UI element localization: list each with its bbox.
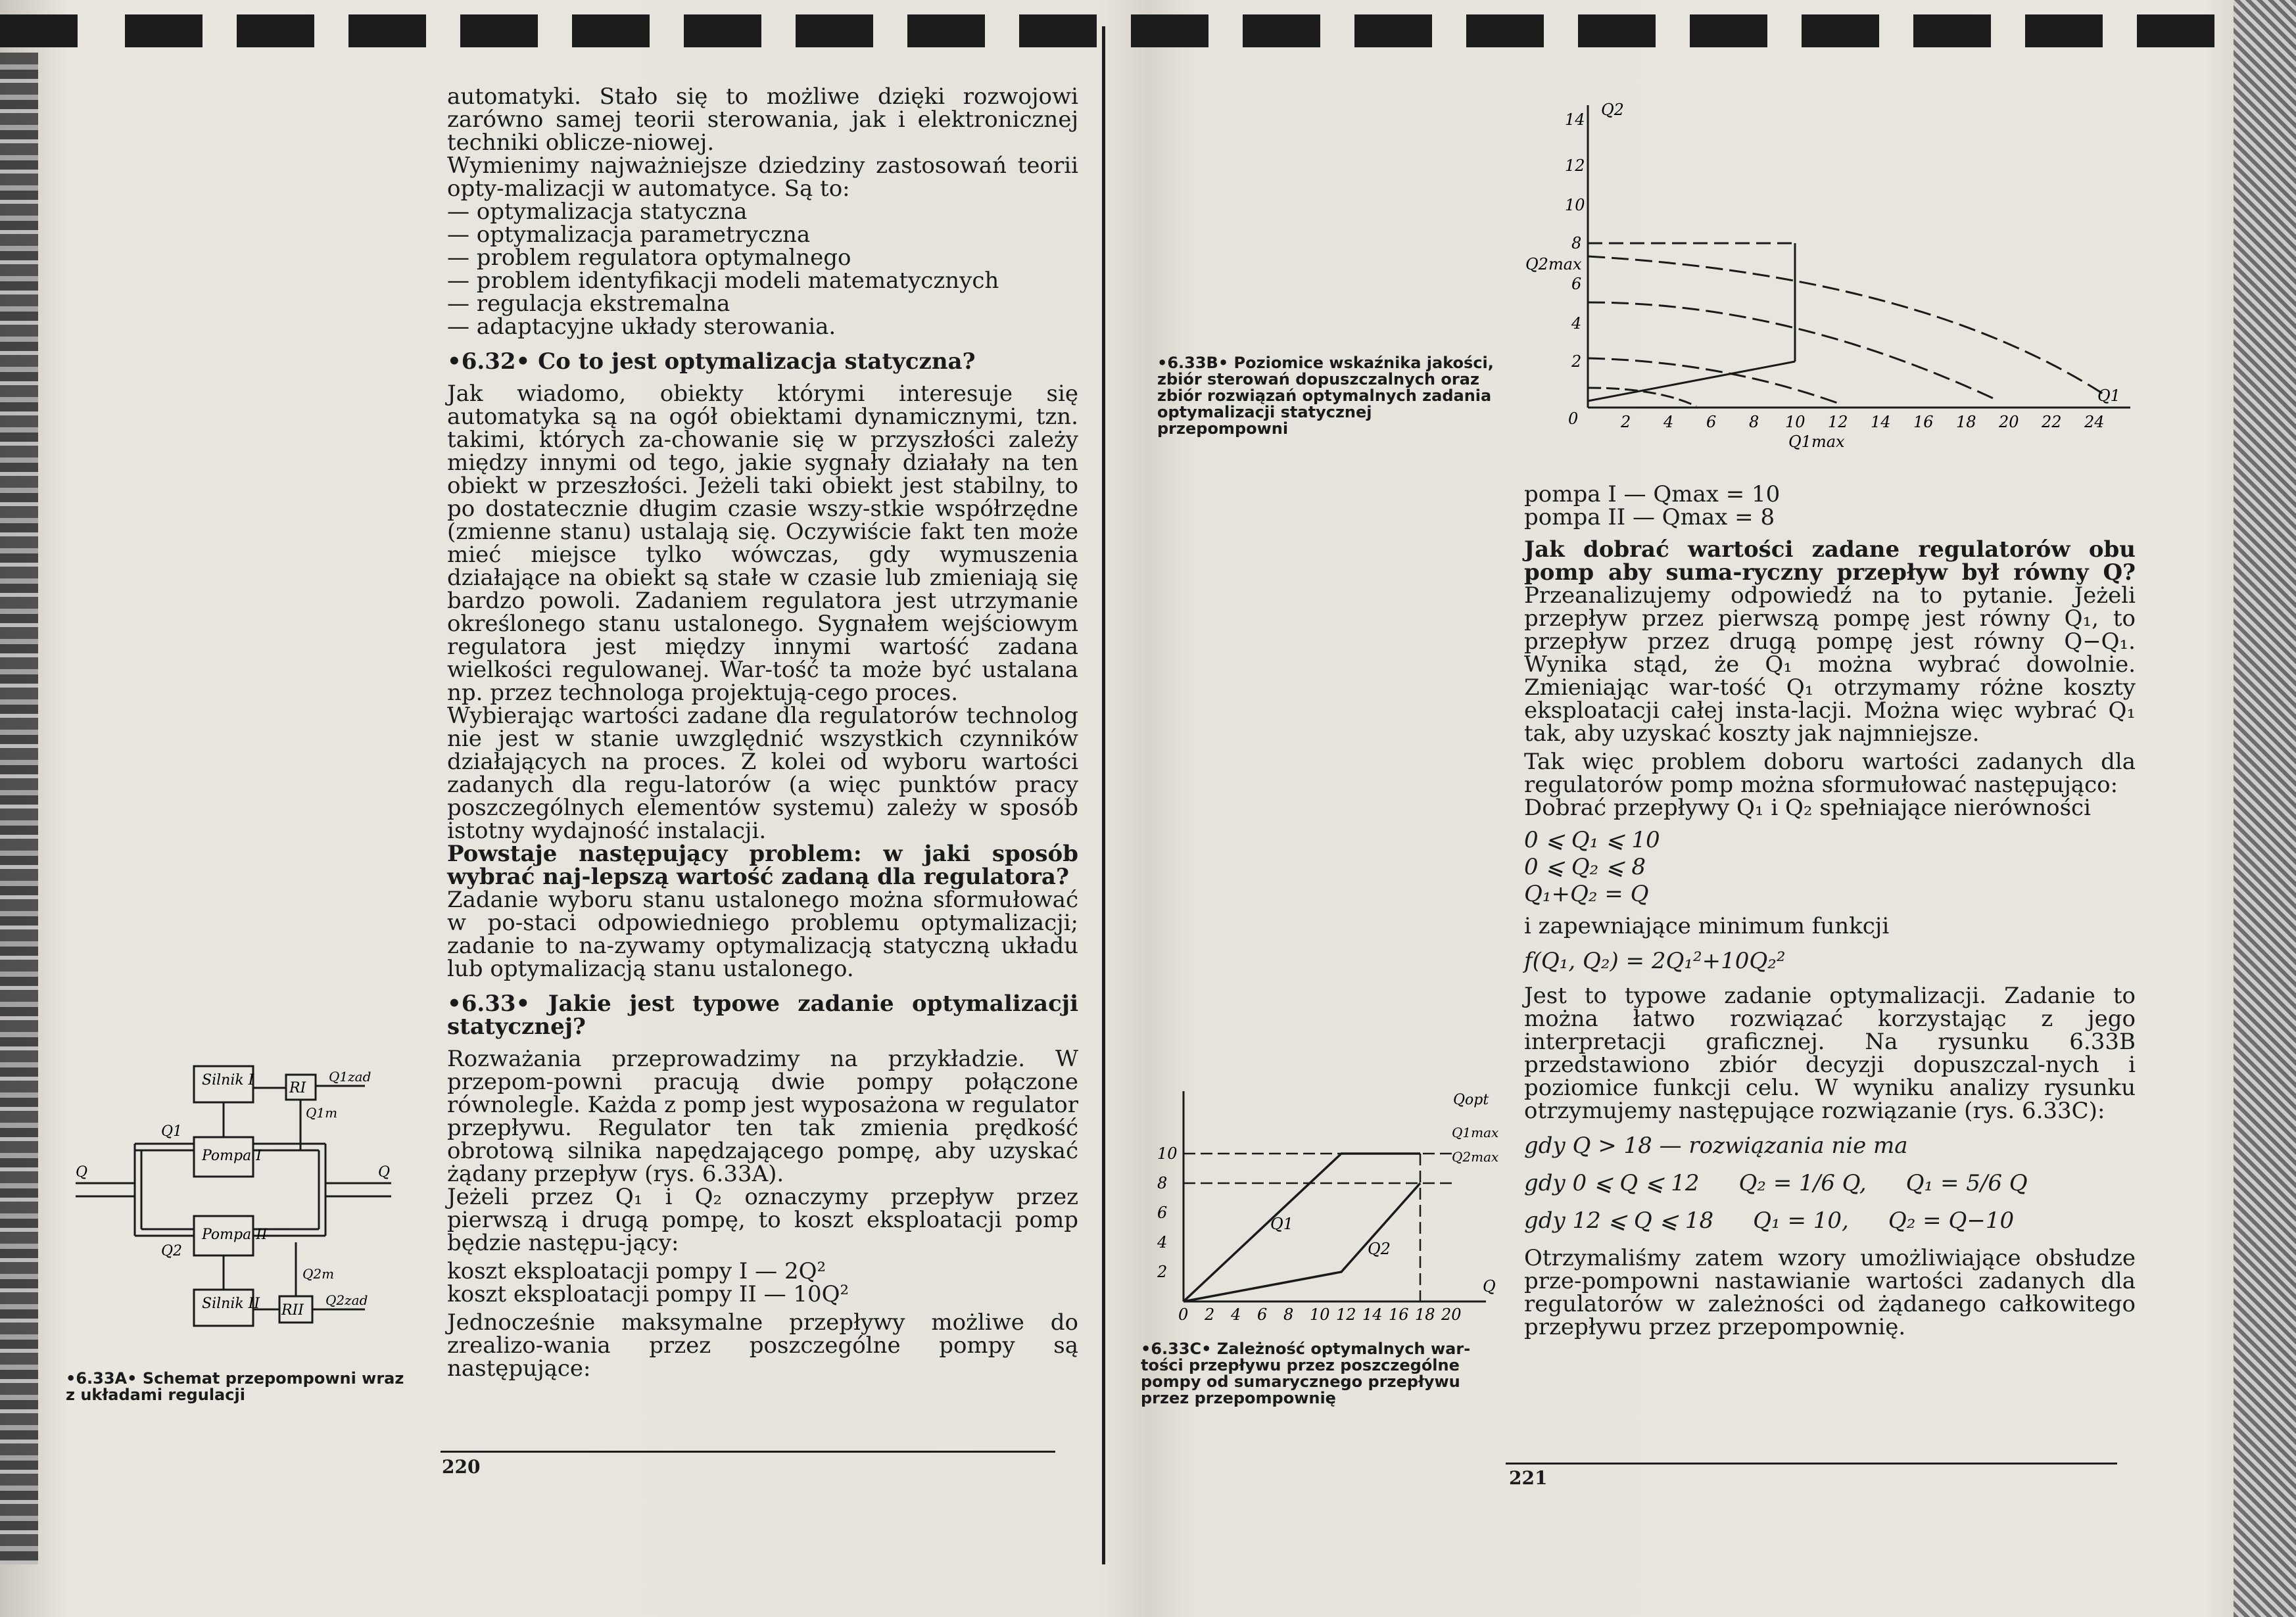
paragraph: Otrzymaliśmy zatem wzory umożliwiające obsłudze prze-pompowni nastawianie wartości zadanych dla regulatorów w zależności od żądanego całkowitego przepływu przez przepompownię. (1524, 1245, 2136, 1340)
x-tick-label: 10 (1310, 1305, 1330, 1324)
page-footer-rule (441, 1451, 1055, 1453)
paragraph: Zadanie wyboru stanu ustalonego można sformułować w po-staci odpowiedniego problemu optymalizacji; zadanie to na-zywamy optymalizacją statyczną układu lub optymalizacją stanu ustalonego. (447, 887, 1078, 982)
objective-function: f(Q₁, Q₂) = 2Q₁²+10Q₂² (1524, 948, 1786, 974)
constraints-block (1524, 829, 2136, 906)
q1zad-label: Q1zad (329, 1069, 371, 1085)
x-tick-label: 14 (1362, 1305, 1383, 1324)
regulator-2-label: RII (281, 1302, 304, 1319)
section-heading: •6.32• Co to jest optymalizacja statyczna? (447, 348, 976, 375)
pump-2-label: Pompa II (202, 1227, 268, 1243)
y-tick: 4 (1571, 314, 1582, 333)
q-inflow-label: Q (76, 1164, 88, 1181)
q1-flow-label: Q1 (161, 1123, 183, 1140)
paragraph: Jest to typowe zadanie optymalizacji. Zadanie to można łatwo rozwiązać korzystając z jego interpretacji graficznej. Na rysunku 6.33B przedstawiono zbiór decyzji dopuszczal-nych i poziomice funkcji celu. W wyniku analizy rysunku otrzymujemy następujące rozwiązanie (rys. 6.33C): (1524, 983, 2136, 1124)
page-footer-rule (1506, 1463, 2117, 1465)
y-tick-label: 2 (1157, 1263, 1168, 1281)
x-tick: 16 (1913, 413, 1934, 431)
paragraph: i zapewniające minimum funkcji (1524, 913, 1890, 939)
list-item: — problem identyfikacji modeli matematycznych (447, 268, 999, 294)
list-item: — regulacja ekstremalna (447, 291, 730, 317)
constraint: 0 ⩽ Q₁ ⩽ 10 (1524, 827, 1660, 853)
figure-6-33B-caption: •6.33B• Poziomice wskaźnika jakości, zbiór sterowań dopuszczalnych oraz zbiór rozwiązań optymalnych zadania optymalizacji statycznej przepompowni (1157, 354, 1494, 438)
y-tick: 2 (1571, 352, 1582, 371)
y-tick: 14 (1565, 110, 1585, 129)
paragraph-question: Powstaje następujący problem: w jaki sposób wybrać naj-lepszą wartość zadaną dla regulatora? (447, 841, 1078, 890)
case-q1: Q₁ = 10, (1753, 1207, 1849, 1234)
q1max-label: Q1max (1452, 1125, 1499, 1140)
list-item: — adaptacyjne układy sterowania. (447, 314, 836, 340)
case-condition: gdy 0 ⩽ Q ⩽ 12 (1524, 1170, 1700, 1196)
y-tick: 8 (1571, 234, 1582, 252)
x-tick: 22 (2042, 413, 2062, 431)
figure-6-33A-pump-schematic (62, 1052, 437, 1361)
q2m-label: Q2m (302, 1266, 335, 1282)
label-q2max: Q2max (1525, 255, 1582, 273)
case-line (1524, 1172, 2136, 1195)
figure-6-33A-caption: •6.33A• Schemat przepompowni wraz z układami regulacji (66, 1369, 404, 1404)
motor-2-label: Silnik II (202, 1296, 260, 1312)
intro-paragraph: automatyki. Stało się to możliwe dzięki rozwojowi zarówno samej teorii sterowania, jak i elektronicznej techniki oblicze-niowej. (447, 83, 1078, 156)
y-tick-label: 4 (1157, 1233, 1168, 1252)
x-tick-label: 18 (1415, 1305, 1435, 1324)
axis-label-q2: Q2 (1601, 101, 1624, 119)
paragraph: Dobrać przepływy Q₁ i Q₂ spełniające nierówności (1524, 795, 2091, 821)
curve-label-q2: Q2 (1368, 1240, 1391, 1258)
x-tick-label: 0 (1178, 1305, 1189, 1324)
page-gutter (1102, 26, 1105, 1564)
case-line: gdy Q > 18 — rozwiązania nie ma (1524, 1133, 1908, 1159)
axis-label-q1: Q1 (2097, 387, 2120, 405)
case-condition: gdy 12 ⩽ Q ⩽ 18 (1524, 1207, 1714, 1234)
y-tick: 10 (1565, 196, 1585, 214)
y-tick-label: 6 (1157, 1204, 1168, 1222)
x-tick: 4 (1663, 413, 1674, 431)
x-tick: 6 (1706, 413, 1717, 431)
paragraph: Jeżeli przez Q₁ i Q₂ oznaczymy przepływ przez pierwszą i drugą pompę, to koszt eksploatacji pomp będzie następu-jący: (447, 1184, 1078, 1256)
x-tick-label: 20 (1441, 1305, 1462, 1324)
applications-list (447, 200, 1078, 339)
curve-label-q1: Q1 (1270, 1215, 1293, 1233)
x-tick: 8 (1749, 413, 1759, 431)
x-tick-label: 16 (1389, 1305, 1409, 1324)
x-axis-label: Q (1483, 1277, 1496, 1296)
film-edge-right (2234, 0, 2296, 1617)
q2max-label: Q2max (1452, 1149, 1499, 1165)
pump-limit-line: pompa I — Qmax = 10 (1524, 481, 1781, 507)
x-tick: 24 (2084, 413, 2105, 431)
film-edge-left (0, 53, 38, 1564)
question-bold: Jak dobrać wartości zadane regulatorów obu pomp aby suma-ryczny przepływ był równy Q? (1524, 536, 2136, 586)
figure-6-33B-level-curves (1525, 79, 2157, 473)
paragraph: Wybierając wartości zadane dla regulatorów technolog nie jest w stanie uwzględnić wszystkich czynników działających na proces. Z kolei od wyboru wartości zadanych dla regu-latorów (a więc punktów pracy poszczególnych elementów systemu) zależy w sposób istotny wydajność instalacji. (447, 703, 1078, 844)
right-page-text (1524, 483, 2136, 1339)
cost-line: koszt eksploatacji pompy I — 2Q² (447, 1258, 826, 1284)
paragraph: Jednocześnie maksymalne przepływy możliwe do zrealizo-wania przez poszczególne pompy są następujące: (447, 1309, 1078, 1382)
x-tick: 2 (1621, 413, 1631, 431)
constraint: Q₁+Q₂ = Q (1524, 881, 1649, 907)
film-perforation-strip (0, 14, 2296, 47)
motor-1-label: Silnik I (202, 1072, 254, 1089)
y-tick: 12 (1565, 156, 1585, 175)
x-tick-label: 4 (1231, 1305, 1241, 1324)
y-tick-label: 8 (1157, 1174, 1168, 1192)
figure-6-33C-caption: •6.33C• Zależność optymalnych war-tości przepływu przez poszczególne pompy od sumarycznego przepływu przez przepompownię (1141, 1340, 1471, 1407)
label-q1max: Q1max (1788, 433, 1845, 451)
x-tick: 12 (1828, 413, 1848, 431)
x-tick: 10 (1785, 413, 1806, 431)
constraint: 0 ⩽ Q₂ ⩽ 8 (1524, 854, 1646, 880)
case-q2: Q₂ = 1/6 Q, (1738, 1170, 1867, 1196)
paragraph: Jak wiadomo, obiekty którymi interesuje się automatyka są na ogół obiektami dynamicznymi, tzn. takimi, których za-chowanie się w przyszłości zależy między innymi od tego, jakie sygnały działały na ten obiekt w przeszłości. Jeżeli taki obiekt jest stabilny, to po dostatecznie długim czasie wszy-stkie współrzędne (zmienne stanu) ustalają się. Oczywiście fakt ten może mieć miejsce tylko wówczas, gdy wymuszenia działające na obiekt są stałe w czasie lub zmieniają się bardzo powoli. Zadaniem regulatora jest utrzymanie określonego stanu ustalonego. Sygnałem wejściowym regulatora jest między innymi wartość zadana wielkości regulowanej. War-tość ta może być ustalana np. przez technologa projektują-cego proces. (447, 381, 1078, 706)
x-tick: 18 (1956, 413, 1976, 431)
list-item: — optymalizacja statyczna (447, 199, 748, 225)
q-outflow-label: Q (378, 1164, 391, 1181)
paragraph (1524, 538, 2136, 745)
list-item: — optymalizacja parametryczna (447, 222, 811, 248)
paragraph: Rozważania przeprowadzimy na przykładzie. W przepom-powni pracują dwie pompy połączone równolegle. Każda z pomp jest wyposażona w regulator przepływu. Regulator ten tak zmienia prędkość obrotową silnika napędzającego pompę, aby uzyskać żądany przepływ (rys. 6.33A). (447, 1046, 1078, 1187)
x-tick: 20 (1999, 413, 2019, 431)
q1m-label: Q1m (306, 1105, 338, 1121)
question-rest: Przeanalizujemy odpowiedź na to pytanie. Jeżeli przepływ przez pierwszą pompę jest równy Q₁, to przepływ przez drugą pompę jest równy Q−Q₁. Wynika stąd, że Q₁ można wybrać dowolnie. Zmieniając war-tość Q₁ otrzymamy różne koszty eksploatacji całej insta-lacji. Można więc wybrać Q₁ tak, aby uzyskać koszty jak najmniejsze. (1524, 582, 2136, 747)
page-number: 221 (1509, 1467, 1548, 1489)
q2-flow-label: Q2 (161, 1243, 183, 1259)
x-tick-label: 6 (1257, 1305, 1268, 1324)
figure-6-33C-chart (1144, 1078, 1512, 1334)
x-tick-label: 2 (1205, 1305, 1215, 1324)
x-tick-label: 12 (1336, 1305, 1356, 1324)
paragraph: Tak więc problem doboru wartości zadanych dla regulatorów pomp można sformułować następująco: (1524, 749, 2136, 798)
y-axis-label: Qopt (1453, 1092, 1489, 1108)
x-tick-label: 8 (1283, 1305, 1294, 1324)
cost-line: koszt eksploatacji pompy II — 10Q² (447, 1281, 849, 1307)
case-q1: Q₁ = 5/6 Q (1905, 1170, 2028, 1196)
section-heading: •6.33• Jakie jest typowe zadanie optymalizacji statycznej? (447, 991, 1078, 1040)
y-tick: 0 (1568, 410, 1579, 428)
y-tick: 6 (1571, 275, 1582, 293)
y-tick-label: 10 (1157, 1144, 1178, 1163)
page-number: 220 (442, 1456, 481, 1478)
case-line (1524, 1209, 2136, 1232)
case-q2: Q₂ = Q−10 (1888, 1207, 2015, 1234)
left-page-text (447, 85, 1078, 1380)
pump-limit-line: pompa II — Qmax = 8 (1524, 504, 1775, 530)
list-item: — problem regulatora optymalnego (447, 245, 851, 271)
intro-paragraph: Wymienimy najważniejsze dziedziny zastosowań teorii opty-malizacji w automatyce. Są to: (447, 152, 1078, 202)
x-tick: 14 (1871, 413, 1891, 431)
regulator-1-label: RI (289, 1080, 306, 1096)
pump-1-label: Pompa I (202, 1148, 262, 1164)
q2zad-label: Q2zad (325, 1292, 368, 1308)
